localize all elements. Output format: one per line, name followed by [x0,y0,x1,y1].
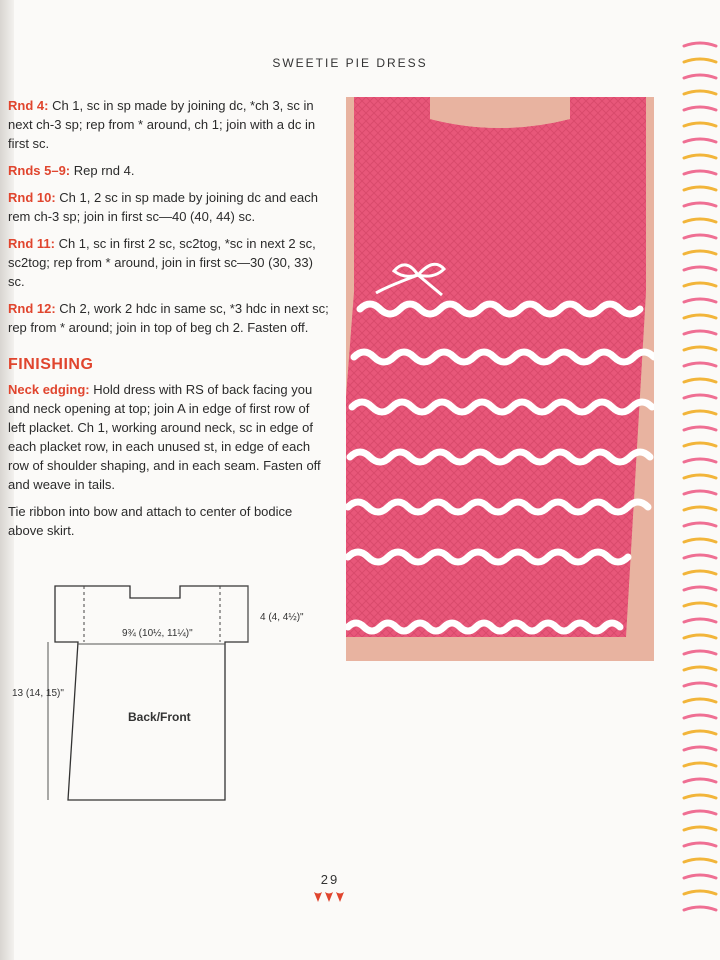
armhole-dimension: 4 (4, 4½)" [260,612,304,623]
tulip-ornament-icon [312,890,348,904]
spiral-binding [680,40,720,920]
instruction-rnd-11: Rnd 11: Ch 1, sc in first 2 sc, sc2tog, *sc in next 2 sc, sc2tog; rep from * around, join in first sc—30 (30, 33) sc. [8,236,316,289]
width-dimension: 9¾ (10½, 11¼)" [122,628,193,639]
instruction-rnds-5-9: Rnds 5–9: Rep rnd 4. [8,163,135,178]
instruction-rnd-12: Rnd 12: Ch 2, work 2 hdc in same sc, *3 hdc in next sc; rep from * around; join in top of beg ch 2. Fasten off. [8,301,329,335]
page-header: SWEETIE PIE DRESS [272,56,428,70]
instructions-column [8,96,330,548]
instruction-rnd-4: Rnd 4: Ch 1, sc in sp made by joining dc, *ch 3, sc in next ch-3 sp; rep from * around, ch 1; join with a dc in first sc. [8,98,316,151]
page-number: 29 [320,872,340,887]
dress-schematic [10,576,330,806]
finishing-title: FINISHING [8,356,94,373]
length-dimension: 13 (14, 15)" [12,688,64,699]
neck-edging-paragraph: Neck edging: Hold dress with RS of back facing you and neck opening at top; join A in edge of first row of left placket. Ch 1, working around neck, sc in edge of each placket row, in each unused st, in edge of each row of shoulder shaping, and in each seam. Fasten off and weave in tails. [8,382,321,492]
ribbon-paragraph: Tie ribbon into bow and attach to center of bodice above skirt. [8,504,293,538]
schematic-label: Back/Front [128,710,191,724]
instruction-rnd-10: Rnd 10: Ch 1, 2 sc in sp made by joining dc and each rem ch-3 sp; join in first sc—40 (40, 44) sc. [8,190,318,224]
dress-photo [346,97,654,661]
